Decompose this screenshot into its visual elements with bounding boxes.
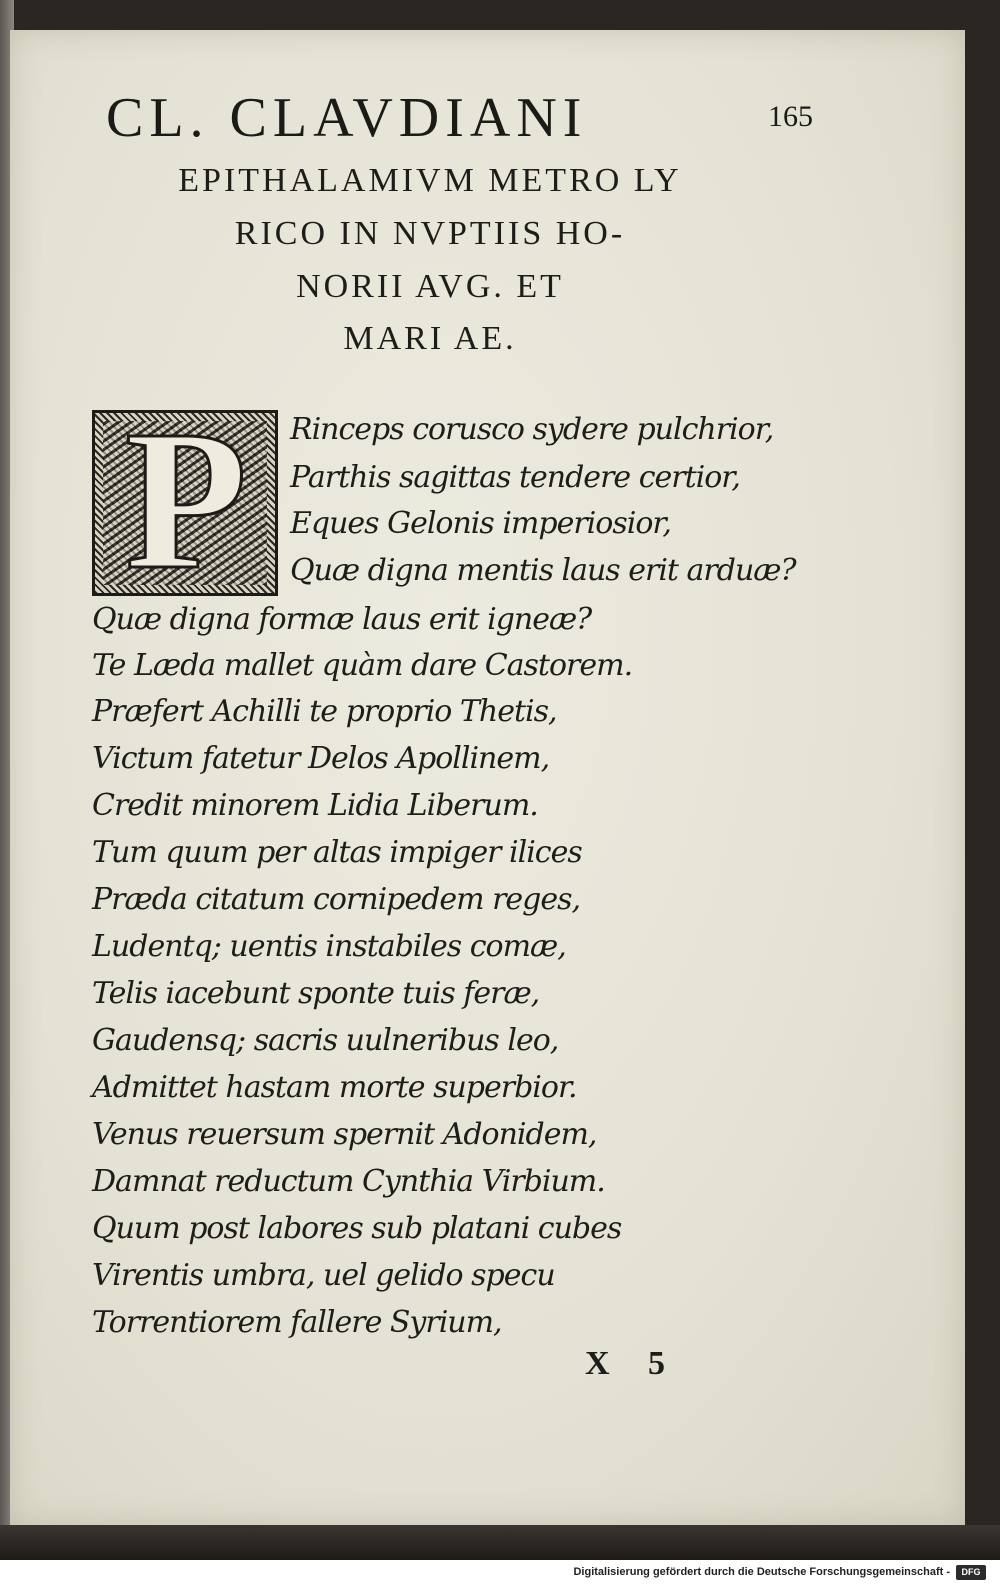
verse-line: Quum post labores sub platani cubes <box>92 1211 622 1246</box>
verse-line: Quæ digna mentis laus erit arduæ? <box>290 553 796 588</box>
verse-line: Victum fatetur Delos Apollinem, <box>92 741 550 776</box>
verse-line: Præfert Achilli te proprio Thetis, <box>92 694 557 729</box>
digitization-footer <box>0 1560 1000 1587</box>
book-page <box>10 30 965 1525</box>
verse-line: Quæ digna formæ laus erit igneæ? <box>92 602 592 637</box>
verse-line: Eques Gelonis imperiosior, <box>290 506 671 541</box>
verse-line: Virentis umbra, uel gelido specu <box>92 1258 555 1293</box>
scan-bottom-edge <box>0 1525 1000 1560</box>
verse-line: Torrentiorem fallere Syrium, <box>92 1305 502 1340</box>
verse-line: Venus reuersum spernit Adonidem, <box>92 1117 597 1152</box>
verse-line: Credit minorem Lidia Liberum. <box>92 788 538 823</box>
verse-line: Ludentq; uentis instabiles comæ, <box>92 929 566 964</box>
initial-letter: P <box>125 410 248 596</box>
verse-line: Damnat reductum Cynthia Virbium. <box>92 1164 605 1199</box>
title-line-3: NORII AVG. ET <box>296 268 564 305</box>
dfg-logo: DFG <box>956 1565 986 1580</box>
verse-line: Rinceps corusco sydere pulchrior, <box>290 412 774 447</box>
footer-credit: Digitalisierung gefördert durch die Deutsche Forschungsgemeinschaft - <box>573 1566 950 1578</box>
verse-line: Te Læda mallet quàm dare Castorem. <box>92 648 633 683</box>
verse-line: Præda citatum cornipedem reges, <box>92 882 581 917</box>
verse-line: Gaudensq; sacris uulneribus leo, <box>92 1023 559 1058</box>
title-line-1: EPITHALAMIVM METRO LY <box>178 162 682 199</box>
running-head: CL. CLAVDIANI <box>106 87 588 149</box>
verse-line: Telis iacebunt sponte tuis feræ, <box>92 976 540 1011</box>
page-number: 165 <box>768 100 813 133</box>
verse-line: Parthis sagittas tendere certior, <box>290 460 740 495</box>
title-line-2: RICO IN NVPTIIS HO- <box>234 215 626 252</box>
verse-line: Tum quum per altas impiger ilices <box>92 835 582 870</box>
signature-mark: X 5 <box>585 1345 666 1382</box>
decorated-initial <box>92 410 278 596</box>
title-line-4: MARI AE. <box>343 320 517 357</box>
verse-line: Admittet hastam morte superbior. <box>92 1070 577 1105</box>
